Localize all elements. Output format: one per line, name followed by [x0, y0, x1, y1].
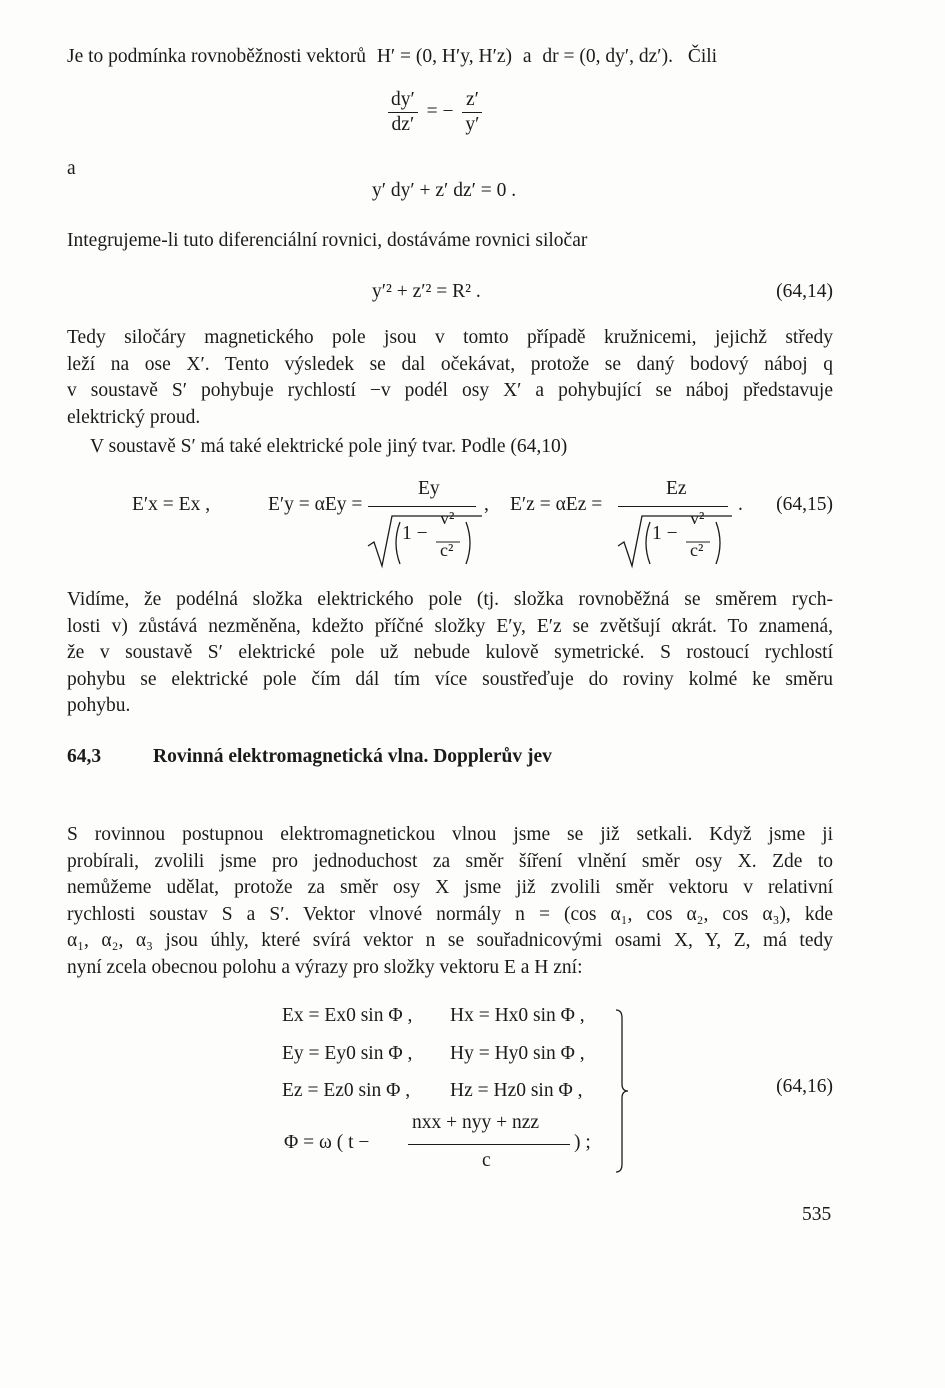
text-line: losti v) zůstává nezměněna, kdežto příčné složky E′y, E′z se zvětšují αkrát. To znamená, — [67, 615, 833, 637]
fraction-z-y — [462, 88, 482, 137]
section-number: 64,3 — [67, 746, 102, 767]
fraction-denominator: y′ — [465, 114, 480, 135]
phase-fraction-bar — [408, 1144, 570, 1145]
phase-lhs: Φ = ω ( t − — [284, 1132, 370, 1153]
h-vector: H′ = (0, H′y, H′z) — [376, 46, 512, 67]
c-squared: c² — [690, 540, 704, 560]
intro-line — [67, 44, 717, 71]
comma: , — [484, 494, 489, 515]
equation-sum: y′ dy′ + z′ dz′ = 0 . — [372, 180, 517, 201]
text-line: leží na ose X′. Tento výsledek se dal očekávat, protože se daný bodový náboj q — [67, 353, 833, 375]
and-word: a — [522, 46, 532, 67]
equation-ex: E′x = Ex , — [132, 494, 211, 515]
equation-number: (64,16) — [776, 1076, 833, 1097]
paragraph-electric-field: V soustavě S′ má také elektrické pole jiný tvar. Podle (64,10) — [90, 436, 568, 457]
paragraph-plane-wave — [67, 822, 833, 981]
text-line: α₁, α₂, α₃ jsou úhly, které svírá vektor n se souřadnicovými osami X, Y, Z, má tedy — [67, 930, 833, 951]
equation-ex-wave: Ex = Ex0 sin Φ , — [282, 1005, 413, 1026]
v-squared: v² — [690, 508, 705, 528]
equation-hy-wave: Hy = Hy0 sin Φ , — [450, 1043, 585, 1064]
phase-numerator: nxx + nyy + nzz — [412, 1112, 540, 1133]
text-line: probírali, zvolili jsme pro jednoduchost za směr šíření vlnění směr osy X. Zde to — [67, 850, 833, 872]
text-line: pohybu. — [67, 695, 131, 716]
text-line: Tedy siločáry magnetického pole jsou v tomto případě kružnicemi, jejichž středy — [67, 327, 833, 348]
period: . — [738, 494, 743, 515]
c-squared: c² — [440, 540, 454, 560]
equation-ez-wave: Ez = Ez0 sin Φ , — [282, 1080, 411, 1101]
integrate-line: Integrujeme-li tuto diferenciální rovnici, dostáváme rovnici siločar — [67, 230, 588, 251]
right-brace — [612, 1008, 632, 1174]
text-line: S rovinnou postupnou elektromagnetickou vlnou jsme se již setkali. Když jsme ji — [67, 824, 833, 845]
equation-number: (64,15) — [776, 494, 833, 515]
equation-number: (64,14) — [776, 281, 833, 302]
section-title: Rovinná elektromagnetická vlna. Dopplerův jev — [153, 746, 552, 767]
equation-circle: y′² + z′² = R² . — [372, 281, 481, 302]
and-connector: a — [67, 158, 76, 179]
text-line: rychlosti soustav S a S′. Vektor vlnové normály n = (cos α₁, cos α₂, cos α₃), kde — [67, 903, 833, 925]
text-line: že v soustavě S′ elektrické pole už nebude kulově symetrické. S rostoucí rychlostí — [67, 642, 833, 663]
root-inner-ez: 1 − — [652, 523, 678, 544]
text-line: pohybu se elektrické pole čím dál tím více soustřeďuje do roviny kolmé ke směru — [67, 668, 833, 690]
paragraph-longitudinal — [67, 587, 833, 720]
fraction-bar-ez — [618, 506, 728, 507]
equation-dy-ratio — [388, 88, 482, 137]
cili-word: Čili — [687, 46, 718, 67]
paragraph-field-lines — [67, 325, 833, 431]
equation-ey: E′y = αEy = — [268, 494, 363, 515]
equals-minus: = − — [426, 100, 454, 122]
text-line: nemůžeme udělat, protože za směr osy X jsme již zvolili směr vektoru v relativní — [67, 877, 833, 898]
text-line: v soustavě S′ pohybuje rychlostí −v podél osy X′ a pohybující se náboj představuje — [67, 380, 833, 401]
phase-denominator: c — [482, 1150, 491, 1171]
v-squared: v² — [440, 508, 455, 528]
fraction-denominator: dz′ — [391, 114, 415, 135]
fraction-bar-ey — [368, 506, 476, 507]
root-inner-ey: 1 − — [402, 523, 428, 544]
text-line: nyní zcela obecnou polohu a výrazy pro složky vektoru E a H zní: — [67, 956, 583, 978]
phase-end: ) ; — [574, 1132, 591, 1153]
ez-numerator: Ez — [666, 478, 687, 499]
equation-hz-wave: Hz = Hz0 sin Φ , — [450, 1080, 583, 1101]
fraction-dy-dz — [388, 88, 418, 137]
equation-hx-wave: Hx = Hx0 sin Φ , — [450, 1005, 585, 1026]
fraction-numerator: dy′ — [388, 88, 418, 113]
equation-ez: E′z = αEz = — [510, 494, 603, 515]
text-line: elektrický proud. — [67, 406, 201, 428]
intro-text: Je to podmínka rovnoběžnosti vektorů — [67, 46, 366, 67]
equation-ey-wave: Ey = Ey0 sin Φ , — [282, 1043, 413, 1064]
fraction-numerator: z′ — [462, 88, 482, 113]
dr-vector: dr = (0, dy′, dz′). — [542, 46, 673, 67]
text-line: Vidíme, že podélná složka elektrického pole (tj. složka rovnoběžná se směrem rych- — [67, 589, 833, 610]
ey-numerator: Ey — [418, 478, 440, 499]
page-number: 535 — [802, 1204, 832, 1225]
